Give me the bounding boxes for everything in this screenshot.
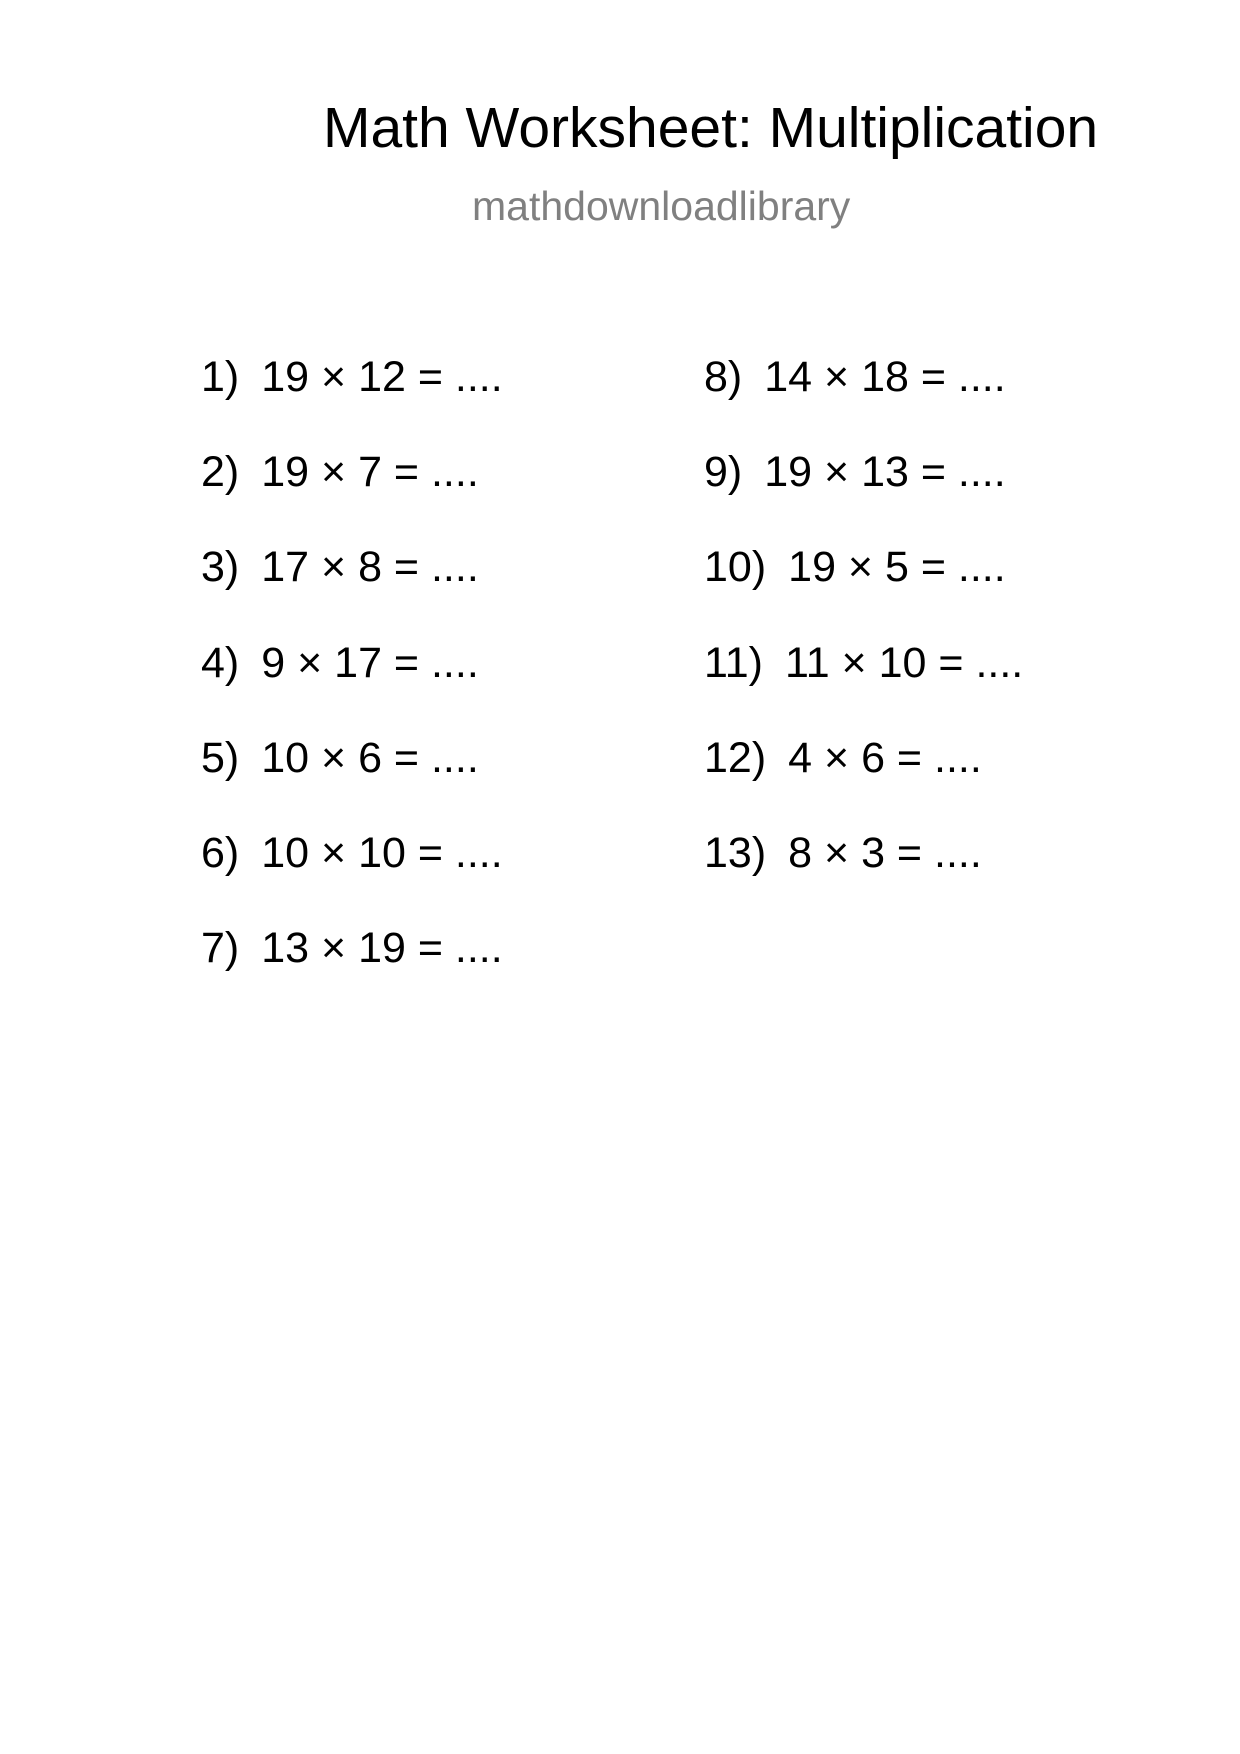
problem-item [201,636,503,731]
problem-item [201,540,503,635]
problem-item [201,731,503,826]
problem-item [201,826,503,921]
problem-item [704,731,1023,826]
problem-number: 1) [201,353,240,401]
problem-number: 9) [704,448,743,497]
problem-expression: 11 × 10 = .... [784,638,1024,687]
problem-item [704,540,1023,635]
problem-item [704,350,1023,445]
problem-number: 8) [704,353,743,401]
problem-number: 12) [704,733,767,782]
problem-number: 10) [704,543,767,592]
problem-column-right [704,350,1023,921]
problem-item [201,350,503,445]
problem-number: 13) [704,828,767,877]
problem-item [704,826,1023,921]
problem-number: 11) [704,638,763,687]
problem-expression: 14 × 18 = .... [764,353,1006,401]
problem-number: 4) [201,638,240,687]
problem-item [201,445,503,540]
problem-number: 5) [201,733,240,782]
worksheet-source: mathdownloadlibrary [472,183,851,229]
problem-number: 6) [201,828,240,877]
problem-item [704,636,1023,731]
problem-column-left [201,350,503,1016]
problem-expression: 9 × 17 = .... [261,638,479,687]
problem-expression: 19 × 12 = .... [261,353,503,401]
problem-number: 7) [201,924,240,973]
problem-number: 2) [201,448,240,497]
problem-expression: 17 × 8 = .... [261,543,479,592]
problem-number: 3) [201,543,240,592]
problem-expression: 8 × 3 = .... [788,828,982,877]
problem-expression: 10 × 6 = .... [261,733,479,782]
problem-expression: 13 × 19 = .... [261,924,503,973]
problem-expression: 19 × 13 = .... [764,448,1006,497]
worksheet-title: Math Worksheet: Multiplication [323,96,1099,160]
problem-item [704,445,1023,540]
problem-expression: 10 × 10 = .... [261,828,503,877]
problem-expression: 4 × 6 = .... [788,733,982,782]
problem-expression: 19 × 7 = .... [261,448,479,497]
problem-item [201,921,503,1016]
problem-expression: 19 × 5 = .... [788,543,1006,592]
